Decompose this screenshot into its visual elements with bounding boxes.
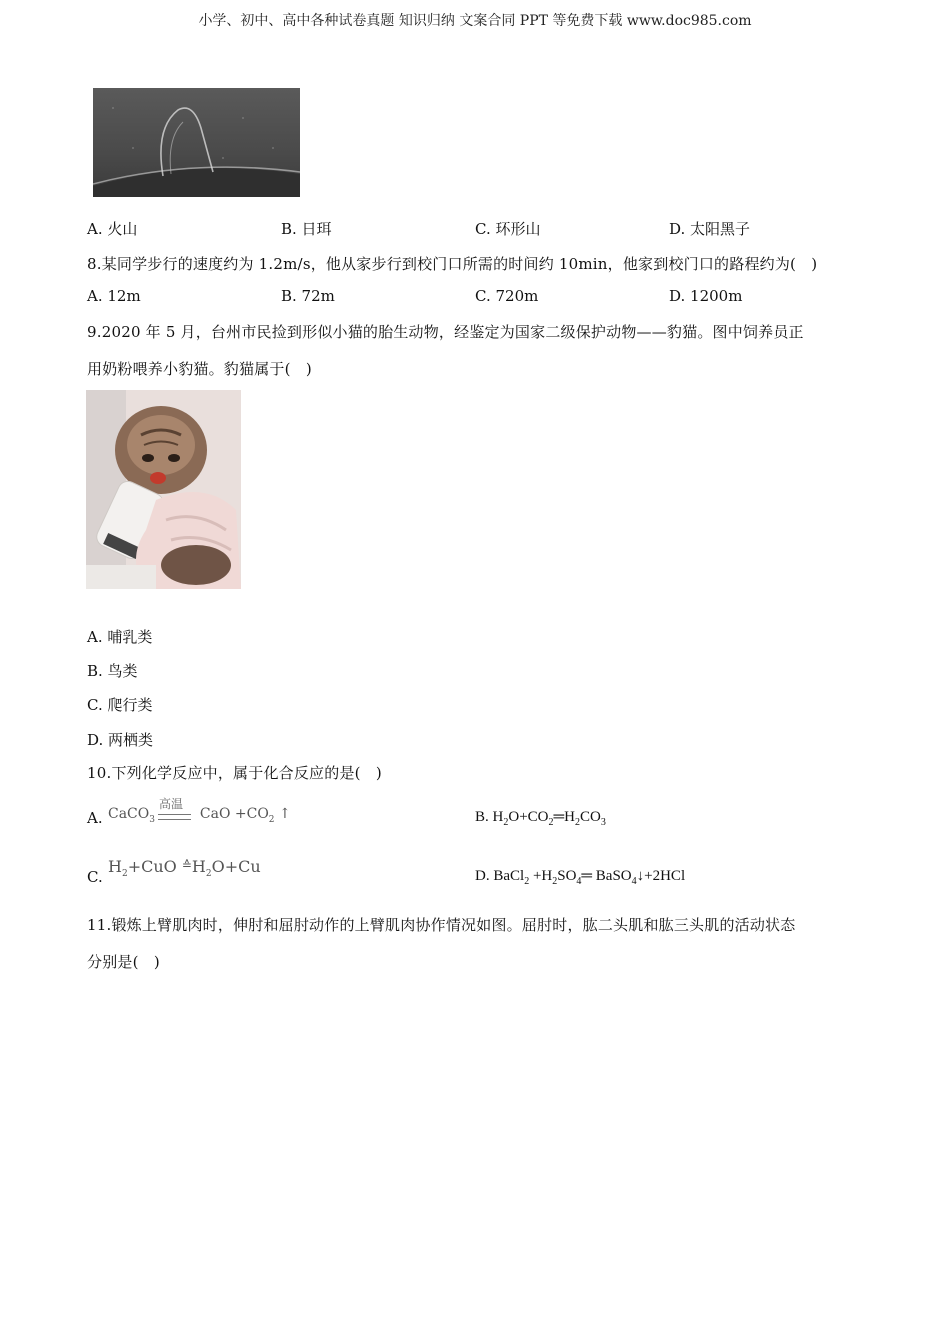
q9-option-b: B. 鸟类 (87, 662, 138, 680)
q11-stem-line2: 分别是( ) (87, 953, 160, 971)
q8-option-a: A. 12m (87, 287, 141, 305)
q7-option-a: A. 火山 (87, 220, 138, 238)
q10-option-c-label: C. (87, 868, 103, 886)
q10-option-a-condition: 高温 (159, 797, 184, 811)
solar-prominence-photo (93, 88, 300, 197)
q8-stem: 8.某同学步行的速度约为 1.2m/s，他从家步行到校门口所需的时间约 10min，他家到校门口的路程约为( ) (87, 255, 818, 273)
page-header: 小学、初中、高中各种试卷真题 知识归纳 文案合同 PPT 等免费下载 www.doc985.com (198, 13, 752, 29)
q10-option-a-label: A. (87, 809, 103, 827)
q10-option-c-equation: $H_2+CuO$ $≙H_2O+Cu$ (108, 857, 261, 880)
q10-option-b: B. $H_2O+CO_2═H_2CO_3$ (475, 809, 606, 828)
q9-stem-line2: 用奶粉喂养小豹猫。豹猫属于( ) (87, 360, 312, 378)
q9-stem-line1: 9.2020 年 5 月，台州市民捡到形似小猫的胎生动物，经鉴定为国家二级保护动物——豹猫。图中饲养员正 (87, 323, 804, 341)
q7-option-c: C. 环形山 (475, 220, 541, 238)
q10-stem: 10.下列化学反应中，属于化合反应的是( ) (87, 764, 382, 782)
q10-option-a-equals (158, 814, 191, 820)
q7-option-d: D. 太阳黑子 (669, 220, 751, 238)
q9-option-a: A. 哺乳类 (87, 628, 153, 646)
q8-option-c: C. 720m (475, 287, 539, 305)
q8-option-d: D. 1200m (669, 287, 743, 305)
q9-option-d: D. 两栖类 (87, 731, 154, 749)
leopard-cat-feeding-photo (86, 390, 241, 589)
q10-option-d: D. BaCl$_2$ $+H_2SO_4═$ BaSO$_4$↓+2HCl (475, 868, 686, 887)
q7-option-b: B. 日珥 (281, 220, 332, 238)
q9-option-c: C. 爬行类 (87, 696, 153, 714)
q11-stem-line1: 11.锻炼上臂肌肉时，伸肘和屈肘动作的上臂肌肉协作情况如图。屈肘时，肱二头肌和肱三头肌的活动状态 (87, 916, 796, 934)
q8-option-b: B. 72m (281, 287, 335, 305)
q10-option-a-equation: CaCO$_3$ CaO $+CO_2$ ↑ (108, 806, 291, 825)
